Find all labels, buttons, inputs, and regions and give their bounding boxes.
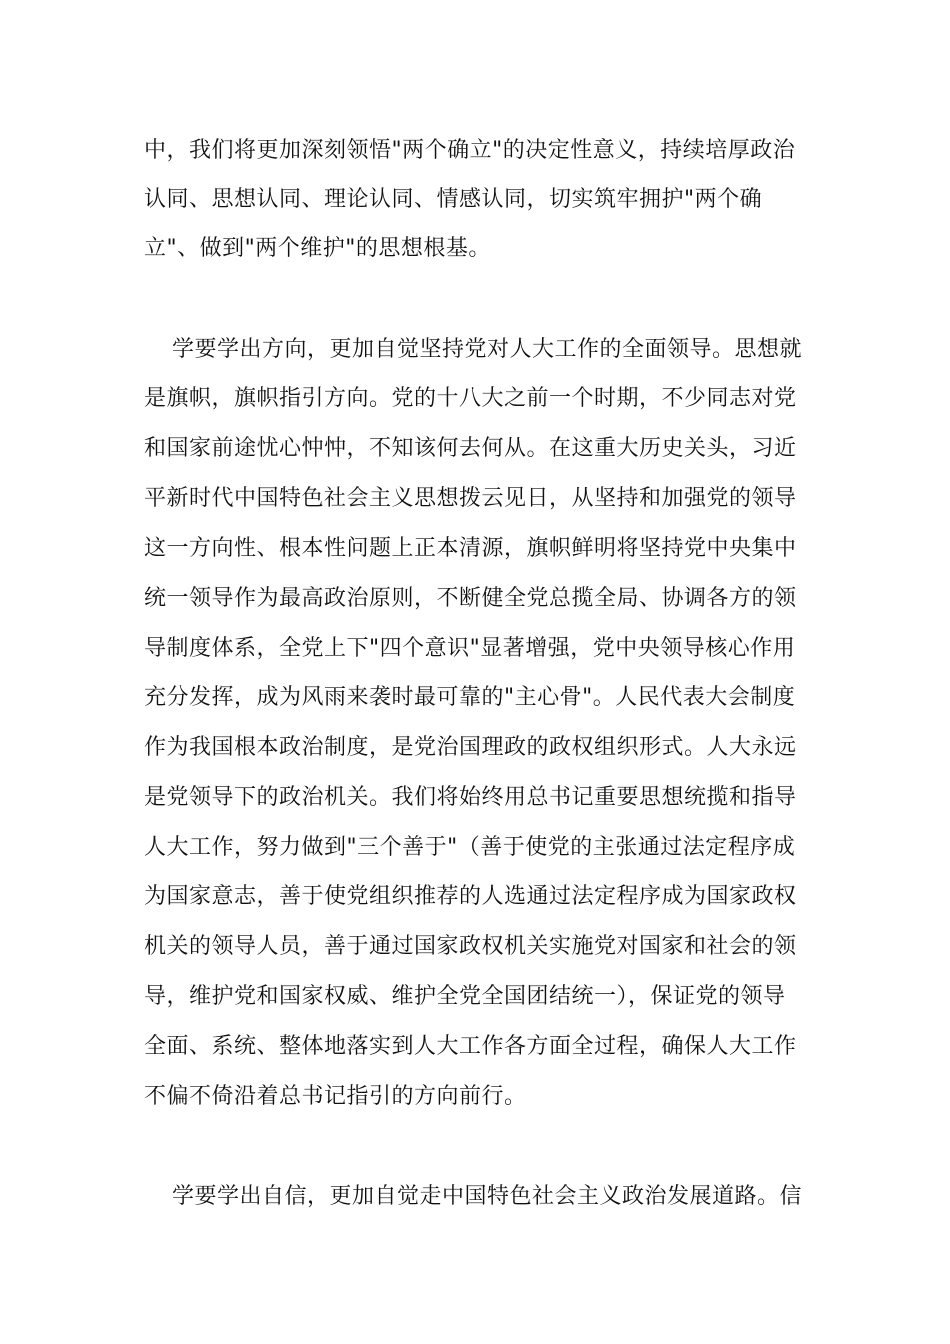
paragraph-2-line-3: 和国家前途忧心忡忡，不知该何去何从。在这重大历史关头，习近	[144, 436, 797, 461]
paragraph-2-line-4: 平新时代中国特色社会主义思想拨云见日，从坚持和加强党的领导	[144, 486, 797, 511]
paragraph-2-line-9: 作为我国根本政治制度，是党治国理政的政权组织形式。人大永远	[144, 735, 797, 760]
paragraph-2-line-12: 为国家意志，善于使党组织推荐的人选通过法定程序成为国家政权	[144, 884, 797, 909]
paragraph-2-line-11: 人大工作，努力做到"三个善于"（善于使党的主张通过法定程序成	[144, 835, 796, 860]
paragraph-2-line-7: 导制度体系，全党上下"四个意识"显著增强，党中央领导核心作用	[144, 636, 796, 661]
paragraph-2-line-6: 统一领导作为最高政治原则，不断健全党总揽全局、协调各方的领	[144, 586, 797, 611]
paragraph-1-line-1: 中，我们将更加深刻领悟"两个确立"的决定性意义，持续培厚政治	[144, 138, 796, 163]
paragraph-2-line-15: 全面、系统、整体地落实到人大工作各方面全过程，确保人大工作	[144, 1034, 797, 1059]
paragraph-2-line-16: 不偏不倚沿着总书记指引的方向前行。	[144, 1084, 527, 1109]
paragraph-2-line-2: 是旗帜，旗帜指引方向。党的十八大之前一个时期，不少同志对党	[144, 386, 797, 411]
paragraph-3-line-1: 学要学出自信，更加自觉走中国特色社会主义政治发展道路。信	[172, 1184, 803, 1209]
paragraph-2-line-8: 充分发挥，成为风雨来袭时最可靠的"主心骨"。人民代表大会制度	[144, 685, 796, 710]
paragraph-2-line-10: 是党领导下的政治机关。我们将始终用总书记重要思想统揽和指导	[144, 785, 797, 810]
paragraph-2-line-5: 这一方向性、根本性问题上正本清源，旗帜鲜明将坚持党中央集中	[144, 536, 797, 561]
paragraph-2-line-13: 机关的领导人员，善于通过国家政权机关实施党对国家和社会的领	[144, 934, 797, 959]
paragraph-2-line-14: 导，维护党和国家权威、维护全党全国团结统一），保证党的领导	[144, 984, 786, 1009]
paragraph-1-line-3: 立"、做到"两个维护"的思想根基。	[144, 236, 491, 261]
paragraph-2-line-1: 学要学出方向，更加自觉坚持党对人大工作的全面领导。思想就	[172, 337, 803, 362]
paragraph-1-line-2: 认同、思想认同、理论认同、情感认同，切实筑牢拥护"两个确	[144, 187, 763, 212]
